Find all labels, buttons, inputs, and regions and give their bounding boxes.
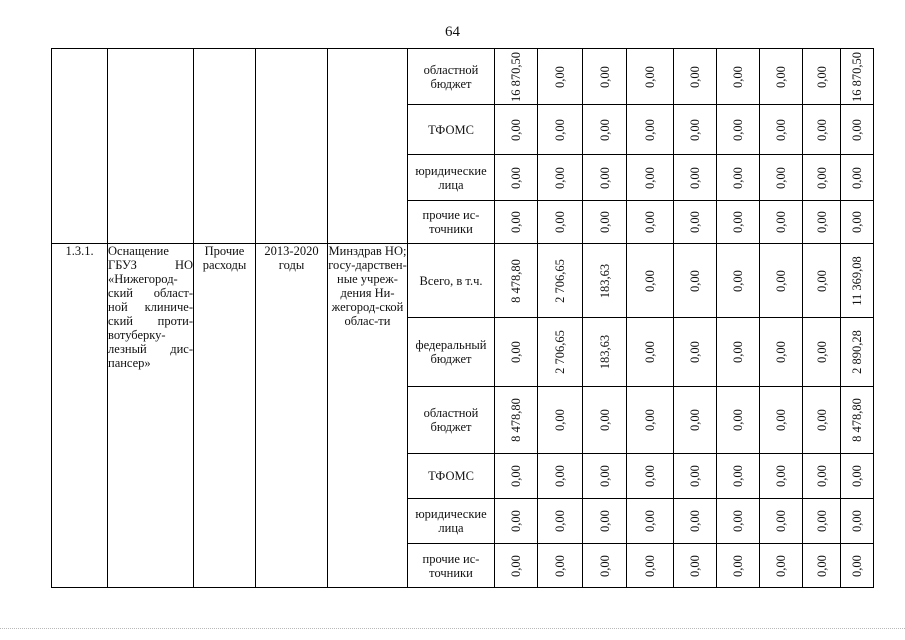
value-cell: 0,00 [760, 49, 803, 105]
source-label: Всего, в т.ч. [408, 244, 495, 318]
source-label: прочие ис-точники [408, 201, 495, 244]
item-period: 2013-2020 годы [256, 244, 328, 588]
source-label: областной бюджет [408, 387, 495, 454]
value-cell: 0,00 [674, 105, 717, 155]
value-cell: 0,00 [583, 49, 627, 105]
cell-empty-executor [328, 49, 408, 244]
value-cell: 0,00 [583, 544, 627, 588]
value-cell: 0,00 [717, 387, 760, 454]
value-cell: 0,00 [538, 499, 583, 544]
value-cell: 0,00 [674, 499, 717, 544]
value-cell: 0,00 [495, 201, 538, 244]
value-cell: 0,00 [583, 201, 627, 244]
value-cell: 0,00 [495, 499, 538, 544]
value-cell: 0,00 [495, 318, 538, 387]
value-cell: 0,00 [803, 387, 841, 454]
value-cell: 0,00 [841, 105, 874, 155]
table-row [52, 49, 874, 105]
cell-empty-period [256, 49, 328, 244]
value-cell: 0,00 [495, 544, 538, 588]
value-cell: 11 369,08 [841, 244, 874, 318]
value-cell: 2 706,65 [538, 318, 583, 387]
value-cell: 0,00 [627, 244, 674, 318]
value-cell: 8 478,80 [841, 387, 874, 454]
value-cell: 0,00 [803, 49, 841, 105]
value-cell: 16 870,50 [495, 49, 538, 105]
value-cell: 0,00 [674, 49, 717, 105]
source-label: ТФОМС [408, 105, 495, 155]
value-cell: 0,00 [717, 244, 760, 318]
value-cell: 0,00 [760, 544, 803, 588]
value-cell: 0,00 [538, 387, 583, 454]
value-cell: 0,00 [495, 454, 538, 499]
source-label: ТФОМС [408, 454, 495, 499]
value-cell: 0,00 [803, 544, 841, 588]
value-cell: 0,00 [674, 155, 717, 201]
value-cell: 0,00 [841, 155, 874, 201]
value-cell: 0,00 [627, 155, 674, 201]
value-cell: 0,00 [538, 201, 583, 244]
value-cell: 0,00 [627, 201, 674, 244]
value-cell: 0,00 [583, 387, 627, 454]
item-executor: Минздрав НО; госу-дарствен-ные учреж-дения Ни-жегород-ской облас-ти [328, 244, 408, 588]
value-cell: 0,00 [803, 201, 841, 244]
item-number: 1.3.1. [52, 244, 108, 588]
value-cell: 0,00 [717, 499, 760, 544]
value-cell: 0,00 [538, 544, 583, 588]
value-cell: 0,00 [717, 155, 760, 201]
value-cell: 0,00 [495, 105, 538, 155]
value-cell: 0,00 [674, 387, 717, 454]
value-cell: 0,00 [674, 201, 717, 244]
value-cell: 0,00 [717, 105, 760, 155]
value-cell: 0,00 [674, 544, 717, 588]
value-cell: 0,00 [583, 155, 627, 201]
page-number: 64 [445, 24, 460, 40]
value-cell: 0,00 [538, 105, 583, 155]
value-cell: 0,00 [627, 387, 674, 454]
value-cell: 0,00 [627, 499, 674, 544]
value-cell: 0,00 [841, 499, 874, 544]
value-cell: 0,00 [627, 105, 674, 155]
value-cell: 0,00 [803, 454, 841, 499]
value-cell: 0,00 [674, 244, 717, 318]
scan-edge-line [0, 628, 905, 635]
value-cell: 0,00 [803, 155, 841, 201]
cell-empty-name [108, 49, 194, 244]
value-cell: 183,63 [583, 318, 627, 387]
cell-empty-number [52, 49, 108, 244]
value-cell: 0,00 [717, 454, 760, 499]
value-cell: 0,00 [760, 201, 803, 244]
value-cell: 0,00 [760, 244, 803, 318]
value-cell: 0,00 [717, 201, 760, 244]
item-name: Оснащение ГБУЗ НО «Нижегород-ский област-ной клиниче-ский проти-вотуберку-лезный дис-пансер» [108, 244, 194, 588]
value-cell: 0,00 [760, 499, 803, 544]
value-cell: 0,00 [803, 244, 841, 318]
value-cell: 0,00 [841, 454, 874, 499]
value-cell: 0,00 [760, 387, 803, 454]
value-cell: 0,00 [538, 454, 583, 499]
source-label: федеральный бюджет [408, 318, 495, 387]
value-cell: 0,00 [627, 318, 674, 387]
value-cell: 0,00 [760, 454, 803, 499]
value-cell: 2 706,65 [538, 244, 583, 318]
value-cell: 0,00 [803, 105, 841, 155]
value-cell: 0,00 [538, 155, 583, 201]
value-cell: 0,00 [717, 544, 760, 588]
value-cell: 183,63 [583, 244, 627, 318]
value-cell: 16 870,50 [841, 49, 874, 105]
value-cell: 0,00 [583, 105, 627, 155]
budget-table [51, 48, 874, 588]
value-cell: 0,00 [627, 49, 674, 105]
value-cell: 0,00 [760, 155, 803, 201]
source-label: юридические лица [408, 155, 495, 201]
table-row [52, 244, 874, 318]
source-label: прочие ис-точники [408, 544, 495, 588]
source-label: юридические лица [408, 499, 495, 544]
value-cell: 2 890,28 [841, 318, 874, 387]
cell-empty-category [194, 49, 256, 244]
value-cell: 0,00 [495, 155, 538, 201]
value-cell: 0,00 [583, 454, 627, 499]
value-cell: 0,00 [760, 105, 803, 155]
value-cell: 8 478,80 [495, 244, 538, 318]
item-category: Прочие расходы [194, 244, 256, 588]
value-cell: 0,00 [583, 499, 627, 544]
value-cell: 0,00 [803, 318, 841, 387]
value-cell: 0,00 [538, 49, 583, 105]
value-cell: 8 478,80 [495, 387, 538, 454]
value-cell: 0,00 [760, 318, 803, 387]
value-cell: 0,00 [841, 544, 874, 588]
value-cell: 0,00 [674, 318, 717, 387]
value-cell: 0,00 [627, 454, 674, 499]
value-cell: 0,00 [674, 454, 717, 499]
value-cell: 0,00 [803, 499, 841, 544]
value-cell: 0,00 [627, 544, 674, 588]
value-cell: 0,00 [717, 318, 760, 387]
value-cell: 0,00 [841, 201, 874, 244]
value-cell: 0,00 [717, 49, 760, 105]
source-label: областной бюджет [408, 49, 495, 105]
